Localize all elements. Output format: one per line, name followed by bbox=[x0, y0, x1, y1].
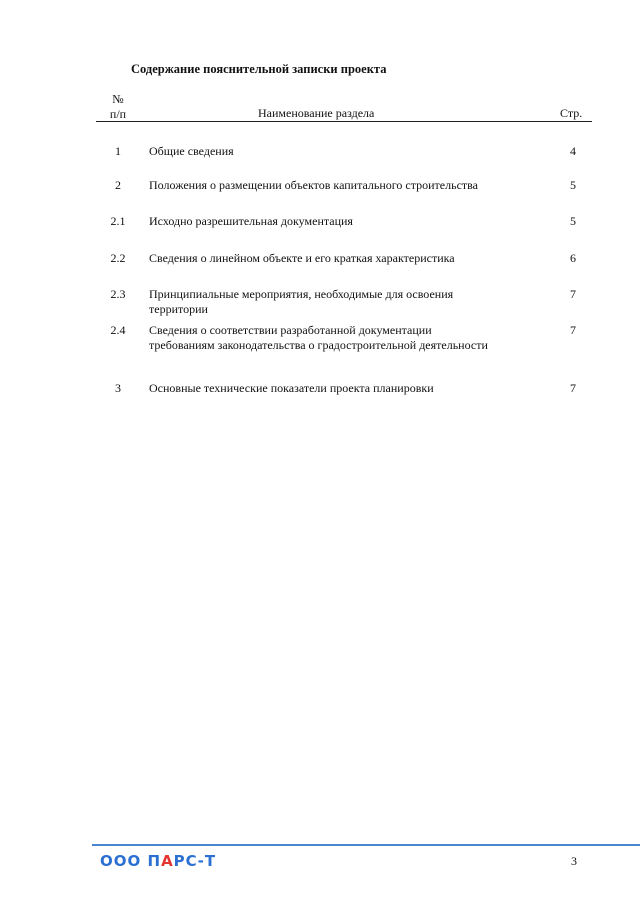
company-logo bbox=[100, 852, 216, 870]
toc-row-number: 1 bbox=[115, 144, 121, 158]
toc-row-name: Сведения о соответствии разработанной документации требованиям законодательства о градостроительной деятельности bbox=[149, 323, 488, 352]
logo-a: А bbox=[161, 852, 174, 870]
toc-header-name: Наименование раздела bbox=[258, 106, 375, 120]
toc-row-page: 4 bbox=[570, 144, 576, 158]
logo-ooo: ООО bbox=[100, 852, 142, 870]
toc-row-page: 5 bbox=[570, 214, 576, 228]
toc-row-page: 6 bbox=[570, 251, 576, 265]
toc-row-page: 7 bbox=[570, 381, 576, 395]
toc-row-page: 7 bbox=[570, 287, 576, 301]
toc-row-name: Основные технические показатели проекта планировки bbox=[149, 381, 434, 395]
number-sign: № bbox=[112, 92, 124, 106]
logo-p: П bbox=[147, 852, 162, 870]
page-number: 3 bbox=[571, 854, 577, 868]
toc-row-name: Положения о размещении объектов капитального строительства bbox=[149, 178, 478, 192]
toc-row-name: Сведения о линейном объекте и его краткая характеристика bbox=[149, 251, 455, 265]
toc-row-page: 7 bbox=[570, 323, 576, 337]
toc-row-page: 5 bbox=[570, 178, 576, 192]
toc-row-name: Принципиальные мероприятия, необходимые для освоения территории bbox=[149, 287, 454, 316]
footer-rule bbox=[92, 844, 640, 846]
toc-row-name: Общие сведения bbox=[149, 144, 234, 158]
document-title: Содержание пояснительной записки проекта bbox=[131, 62, 387, 76]
logo-rest: РС-Т bbox=[173, 852, 217, 870]
toc-header-page: Стр. bbox=[560, 106, 583, 120]
toc-row-number: 2.3 bbox=[110, 287, 126, 301]
toc-row-name: Исходно разрешительная документация bbox=[149, 214, 353, 228]
toc-header-rule bbox=[96, 121, 592, 122]
toc-row-number: 2.4 bbox=[110, 323, 126, 337]
number-label: п/п bbox=[109, 107, 127, 121]
toc-row-number: 2 bbox=[115, 178, 121, 192]
toc-row-number: 2.2 bbox=[110, 251, 126, 265]
toc-row-number: 2.1 bbox=[110, 214, 126, 228]
toc-row-number: 3 bbox=[115, 381, 121, 395]
toc-header-number bbox=[104, 92, 132, 122]
